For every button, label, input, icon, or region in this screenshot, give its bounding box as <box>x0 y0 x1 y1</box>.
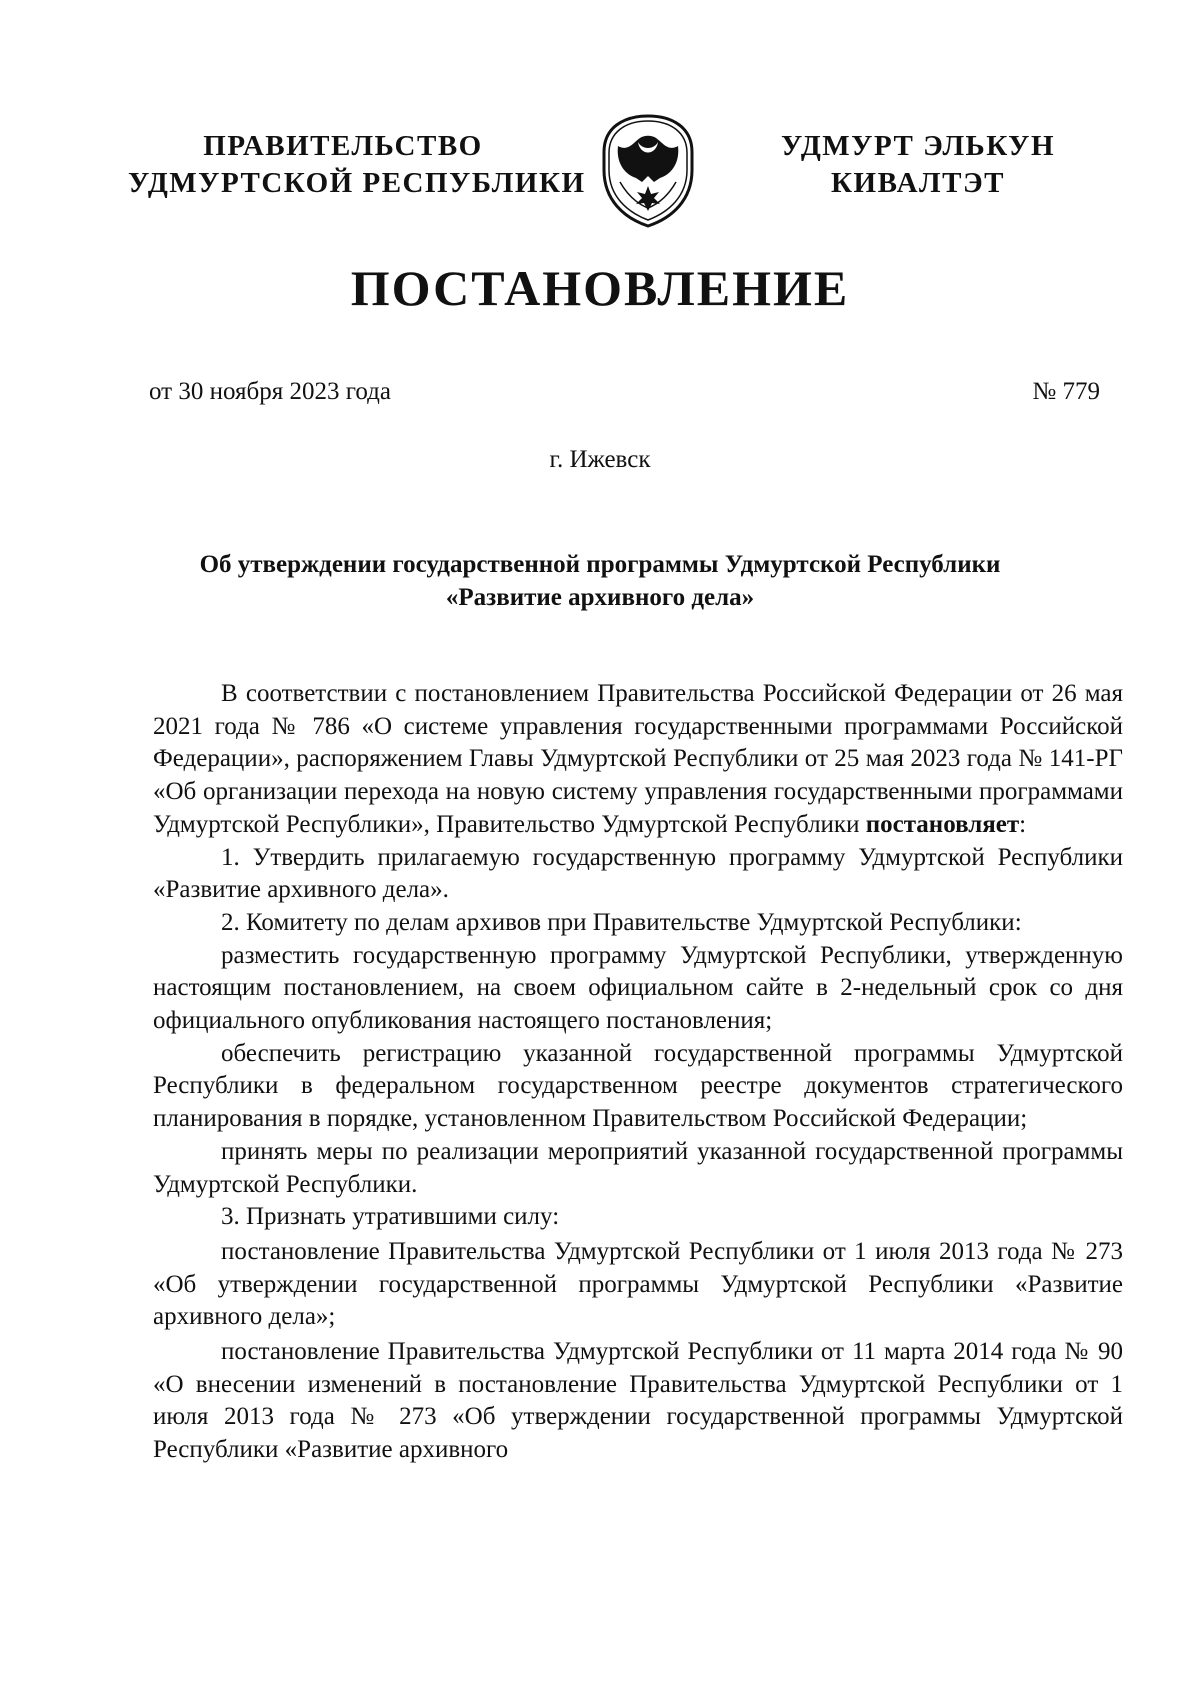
document-subject <box>0 548 1200 614</box>
issuer-line-1: ПРАВИТЕЛЬСТВО <box>203 130 483 162</box>
preamble-text: В соответствии с постановлением Правительства Российской Федерации от 26 мая 2021 года № 786 «О системе управления государственными программами Российской Федерации», распоряжением Главы Удмуртской Республики от 25 мая 2023 года № 141-РГ «Об организации перехода на новую систему управления государственными программами Удмуртской Республики», Правительство Удмуртской Республики <box>153 680 1123 838</box>
document-title: ПОСТАНОВЛЕНИЕ <box>350 260 850 316</box>
item-2: 2. Комитету по делам архивов при Правительстве Удмуртской Республики: <box>221 908 1022 936</box>
document-body <box>153 678 1123 1467</box>
issuer-line-2: УДМУРТСКОЙ РЕСПУБЛИКИ <box>128 167 586 199</box>
item-3-a: постановление Правительства Удмуртской Республики от 1 июля 2013 года № 273 «Об утверждении государственной программы Удмуртской Республики «Развитие архивного дела»; <box>153 1237 1123 1331</box>
subject-line-2: «Развитие архивного дела» <box>445 584 755 611</box>
coat-of-arms-icon <box>598 112 698 230</box>
document-number: № 779 <box>1032 378 1100 405</box>
issuer-udmurt-line-2: КИВАЛТЭТ <box>830 167 1005 199</box>
item-3: 3. Признать утратившими силу: <box>221 1203 560 1231</box>
issuer-name-russian <box>128 128 586 202</box>
item-1: 1. Утвердить прилагаемую государственную программу Удмуртской Республики «Развитие архивного дела». <box>153 843 1123 904</box>
document-city: г. Ижевск <box>549 446 651 473</box>
decree-colon: : <box>1019 810 1027 838</box>
document-date: от 30 ноября 2023 года <box>149 378 391 405</box>
issuer-name-udmurt <box>768 128 1068 202</box>
item-2-a: разместить государственную программу Удмуртской Республики, утвержденную настоящим постановлением, на своем официальном сайте в 2-недельный срок со дня официального опубликования настоящего постановления; <box>153 941 1123 1035</box>
item-2-b: обеспечить регистрацию указанной государственной программы Удмуртской Республики в федеральном государственном реестре документов стратегического планирования в порядке, установленном Правительством Российской Федерации; <box>153 1039 1123 1133</box>
issuer-udmurt-line-1: УДМУРТ ЭЛЬКУН <box>780 130 1056 162</box>
subject-line-1: Об утверждении государственной программы Удмуртской Республики <box>199 551 1001 578</box>
item-3-b: постановление Правительства Удмуртской Республики от 11 марта 2014 года № 90 «О внесении изменений в постановление Правительства Удмуртской Республики от 1 июля 2013 года № 273 «Об утверждении государственной программы Удмуртской Республики «Развитие архивного <box>153 1338 1123 1464</box>
decree-word: постановляет <box>865 810 1020 838</box>
preamble-paragraph <box>153 678 1123 842</box>
item-2-c: принять меры по реализации мероприятий указанной государственной программы Удмуртской Республики. <box>153 1137 1123 1198</box>
